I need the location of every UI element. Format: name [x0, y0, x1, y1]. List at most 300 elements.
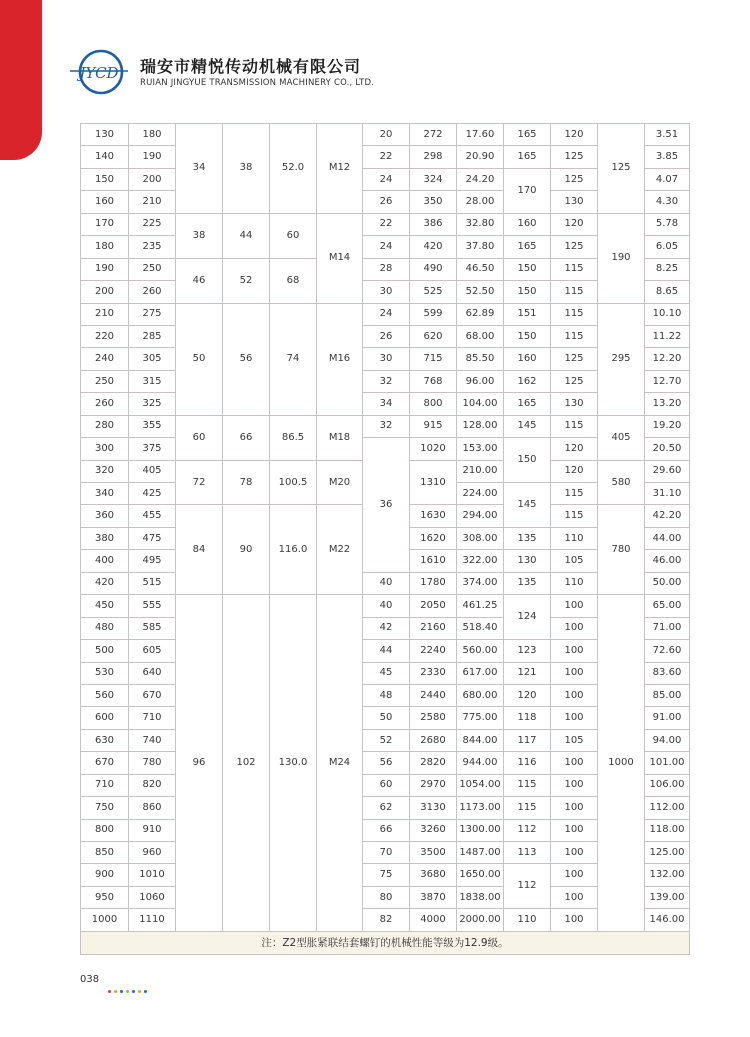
table-cell: 34: [363, 393, 410, 415]
table-cell: 42.20: [645, 505, 690, 527]
table-cell: 3260: [410, 819, 457, 841]
table-cell: 68: [270, 258, 317, 303]
table-cell: 113: [504, 842, 551, 864]
table-cell: 105: [551, 729, 598, 751]
spec-table: [80, 123, 690, 955]
table-cell: 46.50: [457, 258, 504, 280]
table-cell: 60: [270, 213, 317, 258]
table-cell: 32: [363, 415, 410, 437]
table-cell: 123: [504, 640, 551, 662]
table-cell: 2820: [410, 752, 457, 774]
table-cell: 91.00: [645, 707, 690, 729]
table-cell: 525: [410, 281, 457, 303]
table-cell: 580: [598, 460, 645, 505]
table-cell: 480: [81, 617, 129, 639]
table-cell: 104.00: [457, 393, 504, 415]
table-cell: 52: [363, 729, 410, 751]
red-corner-tab: [0, 0, 42, 160]
table-cell: 850: [81, 842, 129, 864]
table-cell: 115: [504, 774, 551, 796]
table-cell: 220: [81, 325, 129, 347]
table-cell: 115: [551, 505, 598, 527]
table-cell: 1310: [410, 460, 457, 505]
table-cell: 500: [81, 640, 129, 662]
table-cell: M18: [317, 415, 363, 460]
table-cell: 617.00: [457, 662, 504, 684]
table-cell: 1487.00: [457, 842, 504, 864]
table-cell: 670: [81, 752, 129, 774]
table-cell: 315: [129, 370, 176, 392]
table-cell: 180: [81, 236, 129, 258]
decorative-dot: [144, 990, 147, 993]
table-cell: 102: [223, 595, 270, 932]
table-cell: 135: [504, 527, 551, 549]
table-cell: 272: [410, 124, 457, 146]
table-cell: 32.80: [457, 213, 504, 235]
table-cell: 32: [363, 370, 410, 392]
page-number: 038: [80, 974, 100, 985]
table-cell: 160: [81, 191, 129, 213]
table-cell: 145: [504, 483, 551, 528]
table-cell: 162: [504, 370, 551, 392]
table-cell: 190: [129, 146, 176, 168]
table-cell: 165: [504, 124, 551, 146]
table-cell: 56: [223, 303, 270, 415]
table-cell: 800: [410, 393, 457, 415]
table-cell: 84: [176, 505, 223, 595]
table-cell: 112.00: [645, 797, 690, 819]
table-cell: 45: [363, 662, 410, 684]
table-cell: 125: [551, 146, 598, 168]
table-cell: 62: [363, 797, 410, 819]
table-cell: 100: [551, 707, 598, 729]
table-cell: 86.5: [270, 415, 317, 460]
table-cell: M24: [317, 595, 363, 932]
table-cell: 22: [363, 146, 410, 168]
table-cell: 1620: [410, 527, 457, 549]
table-cell: 960: [129, 842, 176, 864]
table-cell: 80: [363, 886, 410, 908]
table-cell: 285: [129, 325, 176, 347]
table-cell: 780: [598, 505, 645, 595]
table-cell: 70: [363, 842, 410, 864]
table-cell: 48: [363, 684, 410, 706]
table-cell: 118: [504, 707, 551, 729]
table-cell: 455: [129, 505, 176, 527]
decorative-dot: [120, 990, 123, 993]
table-cell: 38: [223, 124, 270, 214]
table-cell: 150: [504, 438, 551, 483]
table-cell: 8.65: [645, 281, 690, 303]
table-cell: 915: [410, 415, 457, 437]
table-cell: 560.00: [457, 640, 504, 662]
table-cell: 115: [551, 258, 598, 280]
table-cell: 46.00: [645, 550, 690, 572]
table-cell: 605: [129, 640, 176, 662]
table-cell: 116: [504, 752, 551, 774]
table-row: [81, 595, 690, 617]
table-cell: 82: [363, 909, 410, 931]
table-cell: 1000: [81, 909, 129, 931]
table-cell: 71.00: [645, 617, 690, 639]
table-cell: 160: [504, 213, 551, 235]
table-cell: 844.00: [457, 729, 504, 751]
table-cell: 20.90: [457, 146, 504, 168]
table-cell: 112: [504, 864, 551, 909]
table-cell: 24: [363, 303, 410, 325]
table-cell: 740: [129, 729, 176, 751]
table-cell: 44.00: [645, 527, 690, 549]
table-cell: 118.00: [645, 819, 690, 841]
table-cell: 44: [223, 213, 270, 258]
table-cell: 29.60: [645, 460, 690, 482]
table-cell: 128.00: [457, 415, 504, 437]
table-cell: 860: [129, 797, 176, 819]
table-cell: 775.00: [457, 707, 504, 729]
table-cell: 94.00: [645, 729, 690, 751]
table-cell: 2970: [410, 774, 457, 796]
table-cell: 105: [551, 550, 598, 572]
company-logo-icon: [68, 44, 130, 104]
table-cell: 125: [598, 124, 645, 214]
table-cell: 165: [504, 393, 551, 415]
table-cell: 125: [551, 168, 598, 190]
table-cell: 96: [176, 595, 223, 932]
table-cell: 715: [410, 348, 457, 370]
table-cell: 275: [129, 303, 176, 325]
table-cell: 820: [129, 774, 176, 796]
table-cell: 153.00: [457, 438, 504, 460]
table-cell: 170: [504, 168, 551, 213]
table-cell: 50: [363, 707, 410, 729]
table-cell: 125: [551, 348, 598, 370]
table-cell: 320: [81, 460, 129, 482]
table-cell: M12: [317, 124, 363, 214]
table-cell: 325: [129, 393, 176, 415]
table-cell: 52.0: [270, 124, 317, 214]
table-cell: 78: [223, 460, 270, 505]
table-cell: 100: [551, 797, 598, 819]
table-cell: 50.00: [645, 572, 690, 594]
table-cell: 24: [363, 236, 410, 258]
table-cell: 3680: [410, 864, 457, 886]
logo-text: JYCD: [79, 64, 119, 82]
table-cell: 100: [551, 662, 598, 684]
table-note: 注：Z2型胀紧联结套螺钉的机械性能等级为12.9级。: [81, 931, 690, 954]
table-cell: 461.25: [457, 595, 504, 617]
table-cell: 4000: [410, 909, 457, 931]
table-cell: 560: [81, 684, 129, 706]
table-cell: 190: [81, 258, 129, 280]
table-cell: 4.07: [645, 168, 690, 190]
table-cell: 210.00: [457, 460, 504, 482]
table-cell: 225: [129, 213, 176, 235]
table-cell: 115: [504, 797, 551, 819]
table-cell: 150: [504, 281, 551, 303]
company-name-cn: 瑞安市精悦传动机械有限公司: [140, 57, 362, 76]
table-cell: 165: [504, 236, 551, 258]
table-cell: 100: [551, 617, 598, 639]
table-cell: 3.85: [645, 146, 690, 168]
table-cell: 112: [504, 819, 551, 841]
note-row: [81, 931, 690, 954]
table-cell: 125.00: [645, 842, 690, 864]
table-cell: 145: [504, 415, 551, 437]
table-cell: 34: [176, 124, 223, 214]
table-cell: 1630: [410, 505, 457, 527]
table-cell: 2440: [410, 684, 457, 706]
table-cell: 130: [551, 191, 598, 213]
table-cell: 30: [363, 348, 410, 370]
table-cell: 139.00: [645, 886, 690, 908]
table-cell: 66: [223, 415, 270, 460]
table-cell: 280: [81, 415, 129, 437]
table-cell: 386: [410, 213, 457, 235]
table-cell: 490: [410, 258, 457, 280]
table-cell: 900: [81, 864, 129, 886]
table-cell: 5.78: [645, 213, 690, 235]
table-cell: 31.10: [645, 483, 690, 505]
table-cell: 599: [410, 303, 457, 325]
table-cell: 944.00: [457, 752, 504, 774]
table-cell: 66: [363, 819, 410, 841]
decorative-dot: [126, 990, 129, 993]
table-cell: 420: [410, 236, 457, 258]
table-cell: 6.05: [645, 236, 690, 258]
table-cell: 50: [176, 303, 223, 415]
table-cell: 42: [363, 617, 410, 639]
table-cell: 26: [363, 325, 410, 347]
table-cell: 19.20: [645, 415, 690, 437]
table-cell: 305: [129, 348, 176, 370]
table-cell: 20: [363, 124, 410, 146]
table-cell: 110: [504, 909, 551, 931]
table-cell: 68.00: [457, 325, 504, 347]
table-cell: 2000.00: [457, 909, 504, 931]
table-cell: 115: [551, 303, 598, 325]
table-cell: 210: [81, 303, 129, 325]
table-cell: 670: [129, 684, 176, 706]
table-cell: 630: [81, 729, 129, 751]
table-cell: 110: [551, 572, 598, 594]
table-cell: 375: [129, 438, 176, 460]
decorative-dots: [108, 978, 150, 997]
table-cell: 130.0: [270, 595, 317, 932]
table-cell: 100: [551, 842, 598, 864]
table-cell: 100: [551, 909, 598, 931]
table-cell: 100: [551, 819, 598, 841]
table-cell: 250: [81, 370, 129, 392]
table-cell: 620: [410, 325, 457, 347]
table-cell: 117: [504, 729, 551, 751]
table-cell: 100.5: [270, 460, 317, 505]
table-cell: 190: [598, 213, 645, 303]
table-cell: 710: [81, 774, 129, 796]
table-cell: 585: [129, 617, 176, 639]
table-cell: 121: [504, 662, 551, 684]
table-cell: 52.50: [457, 281, 504, 303]
table-cell: 12.20: [645, 348, 690, 370]
table-cell: 910: [129, 819, 176, 841]
table-cell: 1300.00: [457, 819, 504, 841]
table-cell: 38: [176, 213, 223, 258]
table-cell: 36: [363, 438, 410, 573]
table-cell: 125: [551, 370, 598, 392]
table-cell: 530: [81, 662, 129, 684]
table-cell: 124: [504, 595, 551, 640]
table-cell: 298: [410, 146, 457, 168]
table-cell: 4.30: [645, 191, 690, 213]
table-cell: 308.00: [457, 527, 504, 549]
table-row: [81, 213, 690, 235]
table-cell: 170: [81, 213, 129, 235]
table-cell: 60: [363, 774, 410, 796]
table-cell: 2580: [410, 707, 457, 729]
table-cell: 90: [223, 505, 270, 595]
table-cell: 250: [129, 258, 176, 280]
table-cell: 96.00: [457, 370, 504, 392]
table-cell: 2050: [410, 595, 457, 617]
table-cell: 140: [81, 146, 129, 168]
table-cell: 2160: [410, 617, 457, 639]
table-cell: 100: [551, 640, 598, 662]
table-cell: 120: [551, 213, 598, 235]
table-row: [81, 303, 690, 325]
table-cell: 260: [81, 393, 129, 415]
table-cell: 405: [598, 415, 645, 460]
table-cell: 74: [270, 303, 317, 415]
table-cell: 150: [504, 258, 551, 280]
table-cell: 37.80: [457, 236, 504, 258]
table-cell: 26: [363, 191, 410, 213]
table-cell: 110: [551, 527, 598, 549]
table-cell: 65.00: [645, 595, 690, 617]
table-cell: 11.22: [645, 325, 690, 347]
table-cell: 555: [129, 595, 176, 617]
table-cell: 130: [551, 393, 598, 415]
table-cell: 1020: [410, 438, 457, 460]
table-cell: 400: [81, 550, 129, 572]
table-cell: 120: [551, 124, 598, 146]
table-cell: 3870: [410, 886, 457, 908]
table-cell: 322.00: [457, 550, 504, 572]
table-cell: 3.51: [645, 124, 690, 146]
table-cell: 235: [129, 236, 176, 258]
table-cell: 3130: [410, 797, 457, 819]
table-cell: 200: [129, 168, 176, 190]
table-cell: 12.70: [645, 370, 690, 392]
table-cell: 640: [129, 662, 176, 684]
table-cell: 1650.00: [457, 864, 504, 886]
table-cell: 518.40: [457, 617, 504, 639]
table-cell: 100: [551, 595, 598, 617]
table-cell: 160: [504, 348, 551, 370]
table-cell: 44: [363, 640, 410, 662]
table-cell: 72: [176, 460, 223, 505]
decorative-dot: [108, 990, 111, 993]
table-cell: 100: [551, 774, 598, 796]
decorative-dot: [132, 990, 135, 993]
table-cell: M22: [317, 505, 363, 595]
table-cell: 24: [363, 168, 410, 190]
table-cell: 120: [551, 460, 598, 482]
table-cell: 224.00: [457, 483, 504, 505]
table-cell: 800: [81, 819, 129, 841]
table-cell: 1010: [129, 864, 176, 886]
table-cell: 1838.00: [457, 886, 504, 908]
table-cell: 85.00: [645, 684, 690, 706]
table-cell: 600: [81, 707, 129, 729]
table-cell: 210: [129, 191, 176, 213]
table-cell: 2330: [410, 662, 457, 684]
table-cell: 360: [81, 505, 129, 527]
table-cell: 3500: [410, 842, 457, 864]
table-cell: 295: [598, 303, 645, 415]
table-cell: 28.00: [457, 191, 504, 213]
table-cell: 116.0: [270, 505, 317, 595]
table-cell: 260: [129, 281, 176, 303]
table-cell: 768: [410, 370, 457, 392]
table-cell: 180: [129, 124, 176, 146]
table-cell: 52: [223, 258, 270, 303]
table-cell: 130: [81, 124, 129, 146]
table-cell: 20.50: [645, 438, 690, 460]
table-cell: 132.00: [645, 864, 690, 886]
table-cell: 100: [551, 864, 598, 886]
table-cell: 85.50: [457, 348, 504, 370]
table-cell: 28: [363, 258, 410, 280]
table-cell: 450: [81, 595, 129, 617]
table-cell: 106.00: [645, 774, 690, 796]
table-cell: 115: [551, 483, 598, 505]
table-cell: 710: [129, 707, 176, 729]
table-cell: 380: [81, 527, 129, 549]
table-cell: 83.60: [645, 662, 690, 684]
table-cell: 2240: [410, 640, 457, 662]
table-cell: 340: [81, 483, 129, 505]
table-cell: 100: [551, 886, 598, 908]
table-cell: 150: [504, 325, 551, 347]
table-cell: 40: [363, 572, 410, 594]
table-cell: 495: [129, 550, 176, 572]
table-cell: 13.20: [645, 393, 690, 415]
table-cell: 1610: [410, 550, 457, 572]
table-cell: 1060: [129, 886, 176, 908]
table-cell: 8.25: [645, 258, 690, 280]
table-cell: 40: [363, 595, 410, 617]
table-cell: 420: [81, 572, 129, 594]
table-cell: 56: [363, 752, 410, 774]
table-cell: 405: [129, 460, 176, 482]
table-cell: 130: [504, 550, 551, 572]
table-cell: 294.00: [457, 505, 504, 527]
table-cell: 200: [81, 281, 129, 303]
table-cell: 680.00: [457, 684, 504, 706]
table-cell: 165: [504, 146, 551, 168]
table-cell: 780: [129, 752, 176, 774]
table-cell: 30: [363, 281, 410, 303]
table-cell: 17.60: [457, 124, 504, 146]
table-cell: 46: [176, 258, 223, 303]
table-cell: 115: [551, 325, 598, 347]
table-cell: 115: [551, 415, 598, 437]
table-cell: 425: [129, 483, 176, 505]
table-cell: 24.20: [457, 168, 504, 190]
table-cell: 135: [504, 572, 551, 594]
table-cell: 475: [129, 527, 176, 549]
table-cell: 120: [551, 438, 598, 460]
table-cell: 1780: [410, 572, 457, 594]
